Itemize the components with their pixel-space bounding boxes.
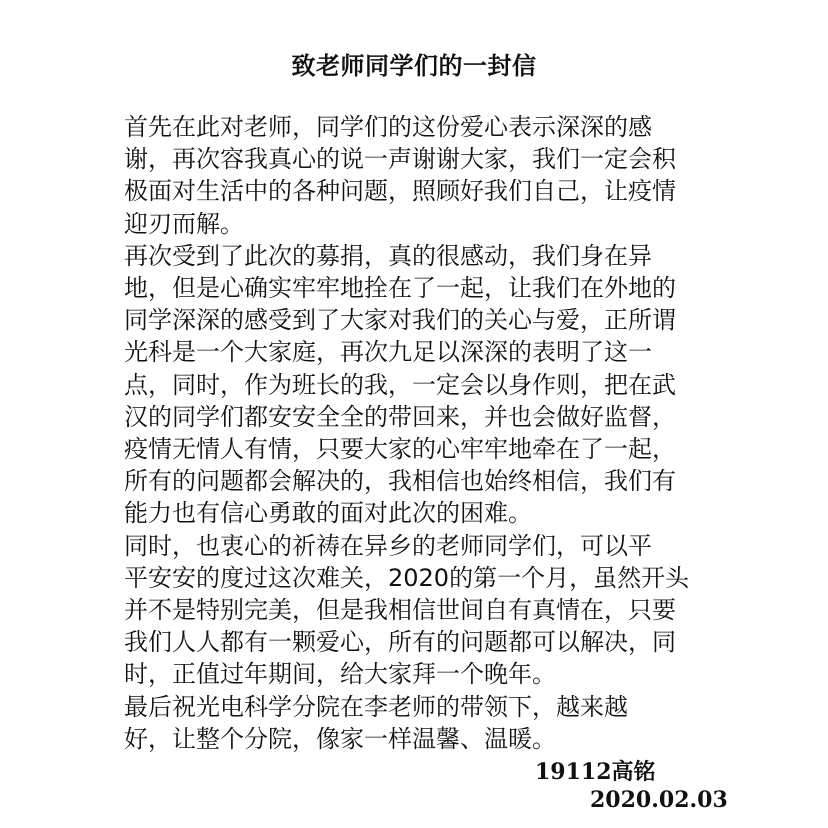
letter-line: 时，正值过年期间，给大家拜一个晚年。 — [124, 660, 556, 689]
letter-line: 我们人人都有一颗爱心，所有的问题都可以解决，同 — [124, 628, 676, 657]
letter-line: 极面对生活中的各种问题，照顾好我们自己，让疫情 — [124, 177, 676, 206]
letter-line: 最后祝光电科学分院在李老师的带领下，越来越 — [124, 692, 628, 721]
letter-line: 并不是特别完美，但是我相信世间自有真情在，只要 — [124, 596, 676, 625]
signature-name: 19112高铭 — [535, 759, 656, 785]
letter-line: 地，但是心确实牢牢地拴在了一起，让我们在外地的 — [124, 274, 676, 303]
letter-line: 能力也有信心勇敢的面对此次的困难。 — [124, 499, 532, 528]
letter-line: 汉的同学们都安安全全的带回来，并也会做好监督， — [124, 402, 676, 431]
letter-line: 同学深深的感受到了大家对我们的关心与爱，正所谓 — [124, 306, 676, 335]
letter-line: 光科是一个大家庭，再次九足以深深的表明了这一 — [124, 338, 652, 367]
letter-line: 疫情无情人有情，只要大家的心牢牢地牵在了一起， — [124, 435, 676, 464]
letter-line: 同时，也衷心的祈祷在异乡的老师同学们，可以平 — [124, 531, 652, 560]
letter-title: 致老师同学们的一封信 — [291, 52, 537, 80]
letter-line: 平安安的度过这次难关，2020的第一个月，虽然开头 — [124, 563, 690, 592]
letter-body — [124, 111, 704, 755]
letter-line: 谢，再次容我真心的说一声谢谢大家，我们一定会积 — [124, 145, 676, 174]
letter-line: 首先在此对老师，同学们的这份爱心表示深深的感 — [124, 113, 652, 141]
letter-line: 再次受到了此次的募捐，真的很感动，我们身在异 — [124, 241, 652, 270]
letter-line: 点，同时，作为班长的我，一定会以身作则，把在武 — [124, 370, 676, 399]
signature-date: 2020.02.03 — [590, 787, 728, 813]
letter-line: 迎刃而解。 — [124, 209, 244, 238]
letter-line: 好，让整个分院，像家一样温馨、温暖。 — [124, 724, 556, 753]
letter-line: 所有的问题都会解决的，我相信也始终相信，我们有 — [124, 467, 676, 496]
